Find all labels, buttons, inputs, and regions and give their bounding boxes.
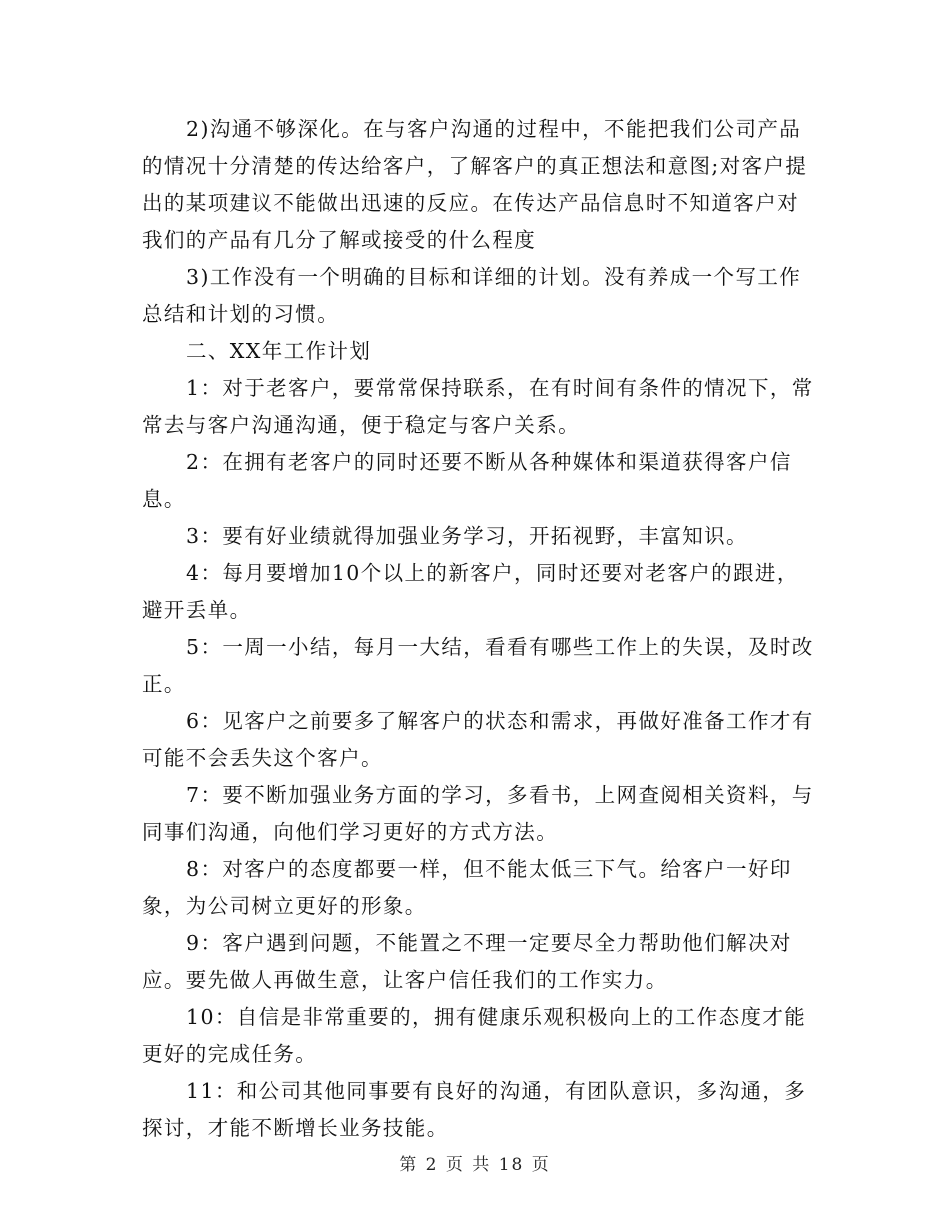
plan-item-7: 7：要不断加强业务方面的学习，多看书，上网查阅相关资料，与同事们沟通，向他们学习更好的方式方法。 (142, 783, 814, 844)
section-heading-work-plan: 二、XX年工作计划 (186, 339, 372, 363)
plan-item-6: 6：见客户之前要多了解客户的状态和需求，再做好准备工作才有可能不会丢失这个客户。 (142, 709, 814, 770)
plan-item-10: 10：自信是非常重要的，拥有健康乐观积极向上的工作态度才能更好的完成任务。 (142, 1005, 807, 1066)
plan-item-8: 8：对客户的态度都要一样，但不能太低三下气。给客户一好印象，为公司树立更好的形象。 (142, 857, 792, 918)
plan-item-1: 1：对于老客户，要常常保持联系，在有时间有条件的情况下，常常去与客户沟通沟通，便于稳定与客户关系。 (142, 376, 814, 437)
plan-item-2: 2：在拥有老客户的同时还要不断从各种媒体和渠道获得客户信息。 (142, 450, 792, 511)
plan-item-3: 3：要有好业绩就得加强业务学习，开拓视野，丰富知识。 (186, 524, 748, 548)
page-number-footer: 第 2 页 共 18 页 (399, 1155, 551, 1175)
plan-item-9: 9：客户遇到问题，不能置之不理一定要尽全力帮助他们解决对应。要先做人再做生意，让客户信任我们的工作实力。 (142, 931, 792, 992)
plan-item-5: 5：一周一小结，每月一大结，看看有哪些工作上的失误，及时改正。 (142, 635, 814, 696)
paragraph-planning-issue: 3)工作没有一个明确的目标和详细的计划。没有养成一个写工作总结和计划的习惯。 (142, 265, 802, 326)
plan-item-11: 11：和公司其他同事要有良好的沟通，有团队意识，多沟通，多探讨，才能不断增长业务技能。 (142, 1079, 807, 1140)
document-body (142, 111, 818, 1147)
paragraph-communication-issue: 2)沟通不够深化。在与客户沟通的过程中，不能把我们公司产品的情况十分清楚的传达给客户，了解客户的真正想法和意图;对客户提出的某项建议不能做出迅速的反应。在传达产品信息时不知道客户对我们的产品有几分了解或接受的什么程度 (142, 117, 808, 252)
plan-item-4: 4：每月要增加10个以上的新客户，同时还要对老客户的跟进，避开丢单。 (142, 561, 799, 622)
